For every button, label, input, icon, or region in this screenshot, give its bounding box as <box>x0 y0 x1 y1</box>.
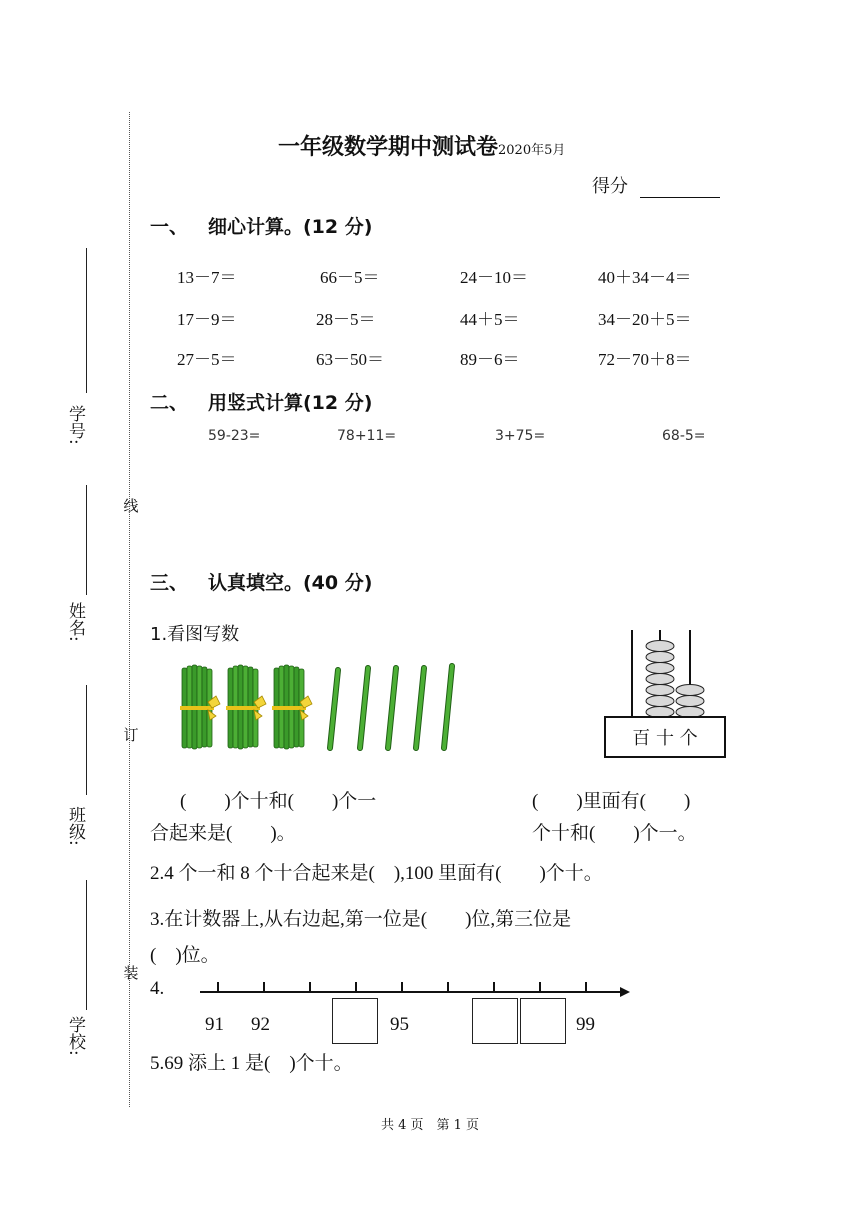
title-main: 一年级数学期中测试卷 <box>278 135 499 160</box>
number-line <box>196 978 636 1002</box>
q5-text: 5.69 添上 1 是( )个十。 <box>150 1053 353 1074</box>
calc-r0c1: 66－5＝ <box>320 268 380 287</box>
school-line <box>86 880 87 1010</box>
title-date: 2020年5月 <box>498 143 566 158</box>
q3-line2: ( )位。 <box>150 945 220 966</box>
student-no-label: 学号: <box>65 405 85 445</box>
section3-num: 三、 <box>150 572 189 594</box>
section3-heading <box>150 568 372 595</box>
numline-answer-box-98[interactable] <box>520 998 566 1044</box>
section1-num: 一、 <box>150 216 189 238</box>
calc-r1c0: 17－9＝ <box>177 310 237 329</box>
q2-text: 2.4 个一和 8 个十合起来是( ),100 里面有( )个十。 <box>150 863 603 884</box>
page-title <box>278 130 565 161</box>
q4-label: 4. <box>150 978 165 999</box>
section2-title: 用竖式计算(12 分) <box>208 392 373 414</box>
calc-r0c3: 40＋34－4＝ <box>598 268 692 287</box>
vertical-calc-1: 59-23= <box>208 428 261 444</box>
sticks-illustration <box>172 660 472 756</box>
q1-right-line2: 个十和( )个一。 <box>532 823 697 844</box>
calc-r1c1: 28－5＝ <box>316 310 376 329</box>
calc-r2c1: 63－50＝ <box>316 350 384 369</box>
name-line <box>86 485 87 595</box>
q1-right-line1: ( )里面有( ) <box>532 791 691 812</box>
score-blank[interactable] <box>640 179 720 198</box>
calc-r2c0: 27－5＝ <box>177 350 237 369</box>
numline-answer-box-97[interactable] <box>472 998 518 1044</box>
score-field <box>592 172 720 198</box>
section2-num: 二、 <box>150 392 189 414</box>
abacus-place-labels: 百 十 个 <box>632 728 698 749</box>
numline-answer-box-93[interactable] <box>332 998 378 1044</box>
ones-beads <box>676 685 704 718</box>
tens-beads <box>646 641 674 718</box>
q1-title: 1.看图写数 <box>150 624 240 645</box>
q1-left-line2: 合起来是( )。 <box>150 823 296 844</box>
vertical-calc-4: 68-5= <box>662 428 706 444</box>
binding-dotted-line <box>129 112 130 1107</box>
calc-r0c2: 24－10＝ <box>460 268 528 287</box>
abacus-base-box <box>604 716 726 758</box>
calc-r1c2: 44＋5＝ <box>460 310 520 329</box>
stick-bundle-1 <box>180 665 220 749</box>
numline-label-95: 95 <box>390 1014 409 1035</box>
numline-label-91: 91 <box>205 1014 224 1035</box>
name-label: 姓名: <box>65 602 85 642</box>
section1-title: 细心计算。(12 分) <box>208 216 373 238</box>
section3-title: 认真填空。(40 分) <box>208 572 373 594</box>
calc-r2c2: 89－6＝ <box>460 350 520 369</box>
vertical-calc-2: 78+11= <box>337 428 397 444</box>
numline-label-92: 92 <box>251 1014 270 1035</box>
binding-char-ding: 订 <box>123 726 139 744</box>
student-no-line <box>86 248 87 393</box>
calc-r1c3: 34－20＋5＝ <box>598 310 692 329</box>
binding-char-zhuang: 装 <box>123 964 139 982</box>
section1-heading <box>150 212 372 239</box>
binding-char-xian: 线 <box>123 497 139 515</box>
q3-line1: 3.在计数器上,从右边起,第一位是( )位,第三位是 <box>150 909 572 930</box>
page-footer: 共 4 页 第 1 页 <box>380 1118 480 1133</box>
single-sticks <box>330 666 452 748</box>
numline-label-99: 99 <box>576 1014 595 1035</box>
section2-heading <box>150 388 372 415</box>
stick-bundle-3 <box>272 665 312 749</box>
class-line <box>86 685 87 795</box>
q1-left-line1: ( )个十和( )个一 <box>180 791 377 812</box>
counter-abacus <box>600 628 726 718</box>
stick-bundle-2 <box>226 665 266 749</box>
vertical-calc-3: 3+75= <box>495 428 546 444</box>
calc-r2c3: 72－70＋8＝ <box>598 350 692 369</box>
school-label: 学校: <box>65 1016 85 1056</box>
calc-r0c0: 13－7＝ <box>177 268 237 287</box>
score-label: 得分 <box>592 176 628 197</box>
class-label: 班级: <box>65 806 85 846</box>
